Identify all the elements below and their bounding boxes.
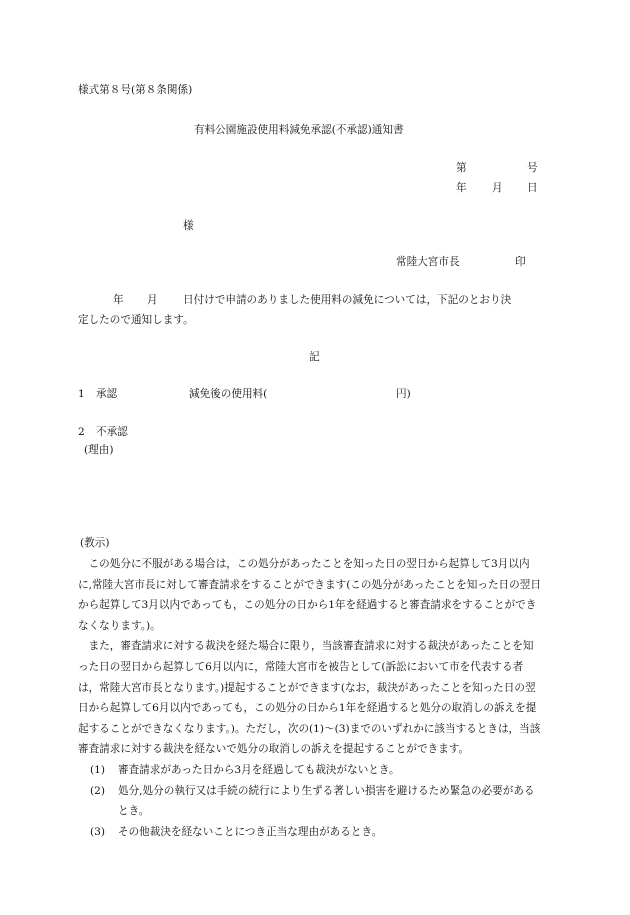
addressee-suffix: 様 [183,220,194,232]
date-year: 年 [456,182,467,194]
notice-body [78,554,543,842]
body-line-2: 定したので通知します。 [78,314,194,326]
item1-detail-prefix: 減免後の使用料( [189,388,268,400]
seal-mark: 印 [515,256,526,268]
notice-item-text: 処分,処分の執行又は手続の続行により生ずる著しい損害を避けるため緊急の必要があるとき。 [118,784,535,818]
notice-item-3 [78,822,543,843]
notice-item-number: (3) [90,825,106,838]
body-month: 月 [147,294,158,306]
body-year: 年 [113,294,124,306]
item2-label: 不承認 [96,426,128,438]
date-month: 月 [492,182,503,194]
item2-number: 2 [78,426,85,438]
number-dai: 第 [456,162,467,174]
notice-item-number: (2) [90,784,106,797]
date-day: 日 [527,182,538,194]
ki-heading: 記 [309,351,320,363]
item1-number: 1 [78,388,85,400]
document-title: 有料公園施設使用料減免承認(不承認)通知書 [194,124,404,136]
notice-item-text: その他裁決を経ないことにつき正当な理由があるとき。 [118,825,383,838]
notice-item-2 [78,781,543,822]
number-go: 号 [527,162,538,174]
notice-item-text: 審査請求があった日から3月を経過しても裁決がないとき。 [118,763,400,776]
reason-label: (理由) [84,444,114,456]
notice-item-1 [78,760,543,781]
notice-heading: (教示) [80,537,110,549]
item1-label: 承認 [96,388,118,400]
body-line-1: 日付けで申請のありました使用料の減免については，下記のとおり決 [183,294,512,306]
notice-item-number: (1) [90,763,106,776]
notice-paragraph-1: この処分に不服がある場合は，この処分があったことを知った日の翌日から起算して3月以内に,常陸大宮市長に対して審査請求をすることができます(この処分があったことを知った日の翌日から起算して3月以内であっても，この処分の日から1年を経過すると審査請求をすることができなくなります。)。 [78,558,541,632]
notice-paragraph-2: また，審査請求に対する裁決を経た場合に限り，当該審査請求に対する裁決があったことを知った日の翌日から起算して6月以内に，常陸大宮市を被告として(訴訟において市を代表する者は，常陸大宮市長となります。)提起することができます(なお，裁決があったことを知った日の翌日から起算して6月以内であっても，この処分の日から1年を経過すると処分の取消しの訴えを提起することができなくなります。)。ただし，次の(1)～(3)までのいずれかに該当するときは，当該審査請求に対する裁決を経ないで処分の取消しの訴えを提起することができます。 [78,640,541,756]
issuer: 常陸大宮市長 [396,256,460,268]
form-label: 様式第８号(第８条関係) [78,84,193,96]
item1-detail-suffix: 円) [396,388,411,400]
